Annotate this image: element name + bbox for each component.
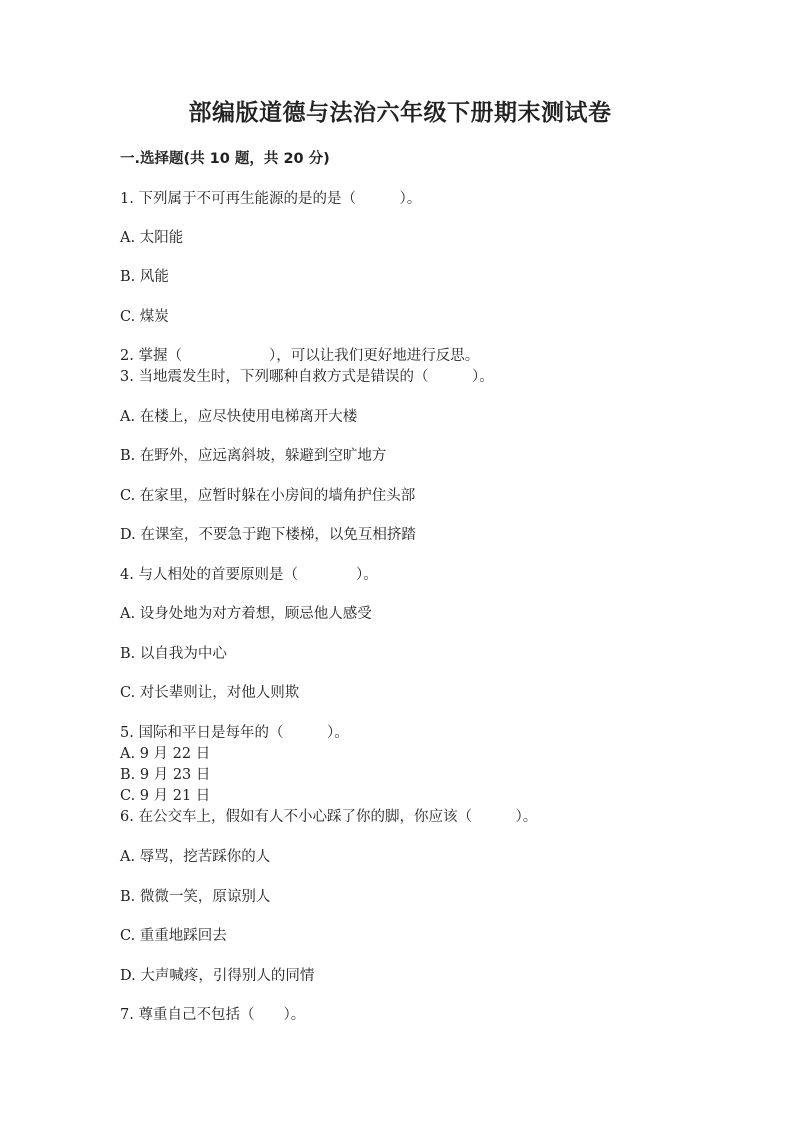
question-6-option-d: D. 大声喊疼，引得别人的同情 (120, 968, 315, 984)
question-4-option-b: B. 以自我为中心 (120, 646, 227, 662)
question-5-stem: 5. 国际和平日是每年的（ ）。 (120, 725, 349, 741)
question-3-option-c: C. 在家里，应暂时躲在小房间的墙角护住头部 (120, 488, 416, 504)
page-title: 部编版道德与法治六年级下册期末测试卷 (188, 99, 612, 126)
question-1-option-a: A. 太阳能 (120, 230, 184, 246)
question-6-option-a: A. 辱骂，挖苦踩你的人 (120, 849, 271, 865)
question-6-stem: 6. 在公交车上，假如有人不小心踩了你的脚，你应该（ ）。 (120, 809, 538, 825)
question-3-stem: 3. 当地震发生时，下列哪种自救方式是错误的（ ）。 (120, 369, 494, 385)
question-5-option-a: A. 9 月 22 日 (120, 746, 211, 762)
question-1-option-b: B. 风能 (120, 269, 169, 285)
question-5-option-b: B. 9 月 23 日 (120, 767, 211, 783)
question-7-stem: 7. 尊重自己不包括（ ）。 (120, 1007, 306, 1023)
section-heading: 一.选择题(共 10 题，共 20 分) (120, 151, 330, 167)
question-4-option-c: C. 对长辈则让，对他人则欺 (120, 685, 300, 701)
question-2-stem: 2. 掌握（ ），可以让我们更好地进行反思。 (120, 348, 480, 364)
question-1-option-c: C. 煤炭 (120, 309, 169, 325)
question-5-option-c: C. 9 月 21 日 (120, 788, 211, 804)
question-4-option-a: A. 设身处地为对方着想，顾忌他人感受 (120, 606, 372, 622)
question-3-option-a: A. 在楼上，应尽快使用电梯离开大楼 (120, 409, 358, 425)
question-3-option-b: B. 在野外，应远离斜坡，躲避到空旷地方 (120, 448, 387, 464)
question-6-option-b: B. 微微一笑，原谅别人 (120, 889, 271, 905)
question-4-stem: 4. 与人相处的首要原则是（ ）。 (120, 567, 378, 583)
question-6-option-c: C. 重重地踩回去 (120, 928, 227, 944)
question-3-option-d: D. 在课室，不要急于跑下楼梯，以免互相挤踏 (120, 527, 416, 543)
question-1-stem: 1. 下列属于不可再生能源的是的是（ ）。 (120, 191, 422, 207)
